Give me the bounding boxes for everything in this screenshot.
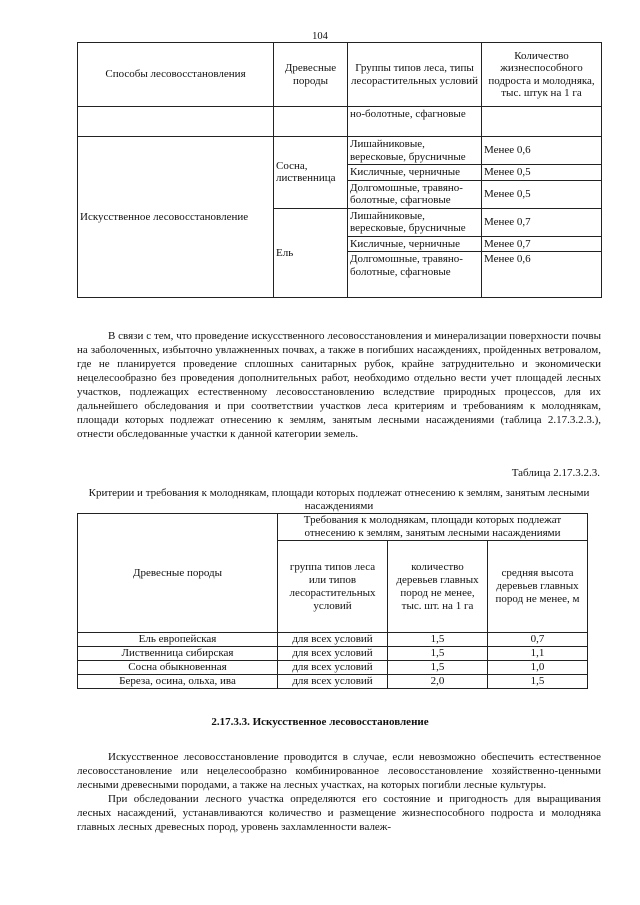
- table-cell: Менее 0,6: [482, 252, 602, 298]
- header-requirements: Требования к молоднякам, площади которых подлежат отнесению к землям, занятым лесными насаждениями: [278, 514, 588, 541]
- header-group: группа типов леса или типов лесорастительных условий: [278, 541, 388, 633]
- table-row: Ель европейская для всех условий 1,5 0,7: [78, 633, 588, 647]
- page-number: 104: [312, 31, 328, 42]
- table-title: Критерии и требования к молоднякам, площади которых подлежат отнесению к землям, занятым лесными насаждениями: [88, 487, 590, 512]
- table-cell: Менее 0,5: [482, 165, 602, 181]
- table-row: Береза, осина, ольха, ива для всех условий 2,0 1,5: [78, 675, 588, 689]
- header-methods: Способы лесовосстановления: [78, 43, 274, 107]
- table-cell: Менее 0,5: [482, 180, 602, 208]
- table-cell: Долгомошные, травяно-болотные, сфагновые: [348, 252, 482, 298]
- method-cell: Искусственное лесовосстановление: [78, 137, 274, 298]
- paragraph-artificial-regeneration: Искусственное лесовосстановление проводится в случае, если невозможно обеспечить естественное лесовосстановление или нецелесообразно комбинированное лесовосстановление хозяйственно-ценными лесными древесными породами, а также на лесных участках, на которых погибли лесные культуры. При обследовании лесного участка определяются его состояние и пригодность для выращивания лесных насаждений, устанавливаются количество и размещение жизнеспособного подроста и молодняка главных лесных древесных пород, уровень захламленности валеж-: [77, 751, 601, 833]
- header-species: Древесные породы: [78, 514, 278, 633]
- empty-cell: [274, 107, 348, 137]
- table-cell: Менее 0,7: [482, 208, 602, 236]
- header-count: количество деревьев главных пород не менее, тыс. шт. на 1 га: [388, 541, 488, 633]
- header-undergrowth-count: Количество жизнеспособного подроста и молодняка, тыс. штук на 1 га: [482, 43, 602, 107]
- species-cell: Ель: [274, 208, 348, 298]
- table-cell: Менее 0,6: [482, 137, 602, 165]
- table-cell: Менее 0,7: [482, 236, 602, 252]
- table-row: Сосна обыкновенная для всех условий 1,5 1,0: [78, 661, 588, 675]
- empty-cell: [78, 107, 274, 137]
- header-species: Древесные породы: [274, 43, 348, 107]
- table-cell: Лишайниковые, вересковые, брусничные: [348, 137, 482, 165]
- species-cell: Сосна, лиственница: [274, 137, 348, 209]
- table-cell: Кисличные, черничные: [348, 165, 482, 181]
- paragraph-natural-regeneration: В связи с тем, что проведение искусственного лесовосстановления и минерализации поверхности почвы на заболоченных, избыточно увлажненных почвах, а также в погибших насаждениях, пройденных ветровалом, где не планируется проведение сплошных санитарных рубок, крайне затруднительно и экономически нецелесообразно без проведения дополнительных работ, необходимо отдельно вести учет площадей лесных участков, подлежащих естественному лесовосстановлению вследствие природных процессов, для их дальнейшего обследования и при соответствии участков леса критериям и требованиям к молоднякам, площади которых подлежат отнесению к землям, занятым лесными насаждениями (таблица 2.17.3.2.3.), отнести обследованные участки к данной категории земель.: [77, 330, 601, 440]
- table-cell: но-болотные, сфагновые: [348, 107, 482, 137]
- section-heading: 2.17.3.3. Искусственное лесовосстановление: [211, 716, 429, 728]
- table-row: Лиственница сибирская для всех условий 1,5 1,1: [78, 647, 588, 661]
- table-cell: Долгомошные, травяно-болотные, сфагновые: [348, 180, 482, 208]
- header-height: средняя высота деревьев главных пород не менее, м: [488, 541, 588, 633]
- header-forest-groups: Группы типов леса, типы лесорастительных условий: [348, 43, 482, 107]
- young-stands-criteria-table: [77, 513, 588, 689]
- table-cell: Лишайниковые, вересковые, брусничные: [348, 208, 482, 236]
- empty-cell: [482, 107, 602, 137]
- table-number: Таблица 2.17.3.2.3.: [511, 467, 600, 479]
- reforestation-methods-table: [77, 42, 602, 298]
- table-cell: Кисличные, черничные: [348, 236, 482, 252]
